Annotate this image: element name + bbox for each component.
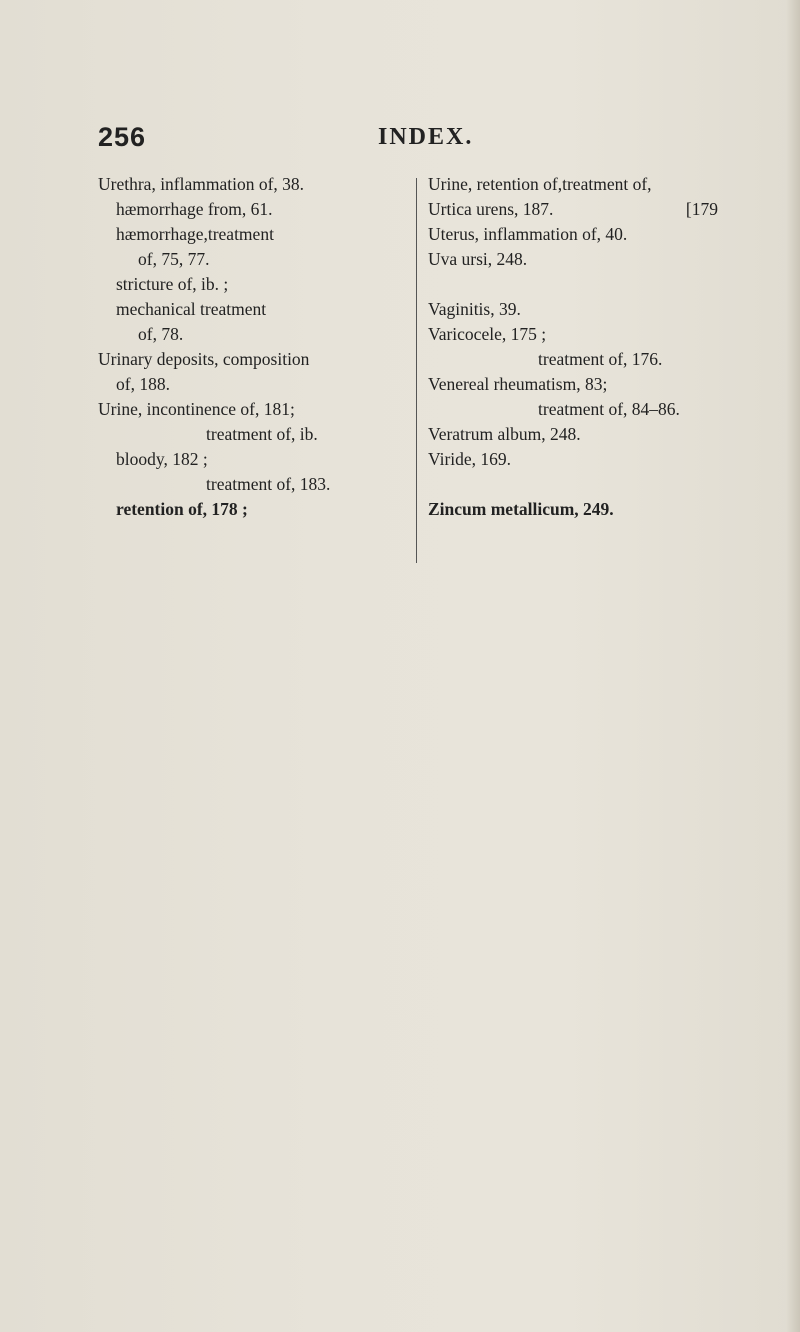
index-entry: Viride, 169. [428, 449, 512, 469]
page-number: 256 [98, 122, 147, 152]
page-edge-shadow [786, 0, 800, 1332]
index-subentry: stricture of, ib. ; [116, 274, 229, 294]
index-entry: Urethra, inflammation of, 38. [98, 174, 305, 194]
index-entry: Vaginitis, 39. [428, 299, 521, 319]
index-entry: Urine, retention of,treatment of, [428, 174, 652, 194]
index-entry: Venereal rheumatism, 83; [428, 374, 608, 394]
index-entry: Uterus, inflammation of, 40. [428, 224, 628, 244]
index-subentry: hæmorrhage from, 61. [116, 199, 273, 219]
index-entry-continuation: of, 188. [116, 374, 170, 394]
index-subentry: treatment of, 183. [206, 474, 331, 494]
column-divider [416, 178, 417, 563]
index-subentry: treatment of, ib. [206, 424, 318, 444]
index-subentry-continuation: of, 75, 77. [138, 249, 210, 269]
section-gap [428, 472, 718, 497]
index-column-left [98, 172, 403, 522]
index-entry: Zincum metallicum, 249. [428, 499, 614, 519]
index-entry: Veratrum album, 248. [428, 424, 581, 444]
index-entry: Uva ursi, 248. [428, 249, 528, 269]
index-subentry: bloody, 182 ; [116, 449, 208, 469]
index-subentry: mechanical treatment [116, 299, 267, 319]
index-column-right [428, 172, 718, 522]
index-entry-text: Urtica urens, 187. [428, 199, 554, 219]
running-head-title: INDEX. [378, 124, 474, 150]
index-entry [428, 197, 718, 222]
index-subentry: retention of, 178 ; [116, 499, 248, 519]
index-subentry-continuation: of, 78. [138, 324, 184, 344]
index-entry: Urinary deposits, composition [98, 349, 310, 369]
section-gap [428, 272, 718, 297]
index-subentry: treatment of, 84–86. [538, 399, 680, 419]
index-subentry: hæmorrhage,treatment [116, 224, 274, 244]
index-entry: Urine, incontinence of, 181; [98, 399, 295, 419]
index-entry-trailing-ref: [179 [685, 199, 718, 219]
index-subentry: treatment of, 176. [538, 349, 663, 369]
index-entry: Varicocele, 175 ; [428, 324, 547, 344]
